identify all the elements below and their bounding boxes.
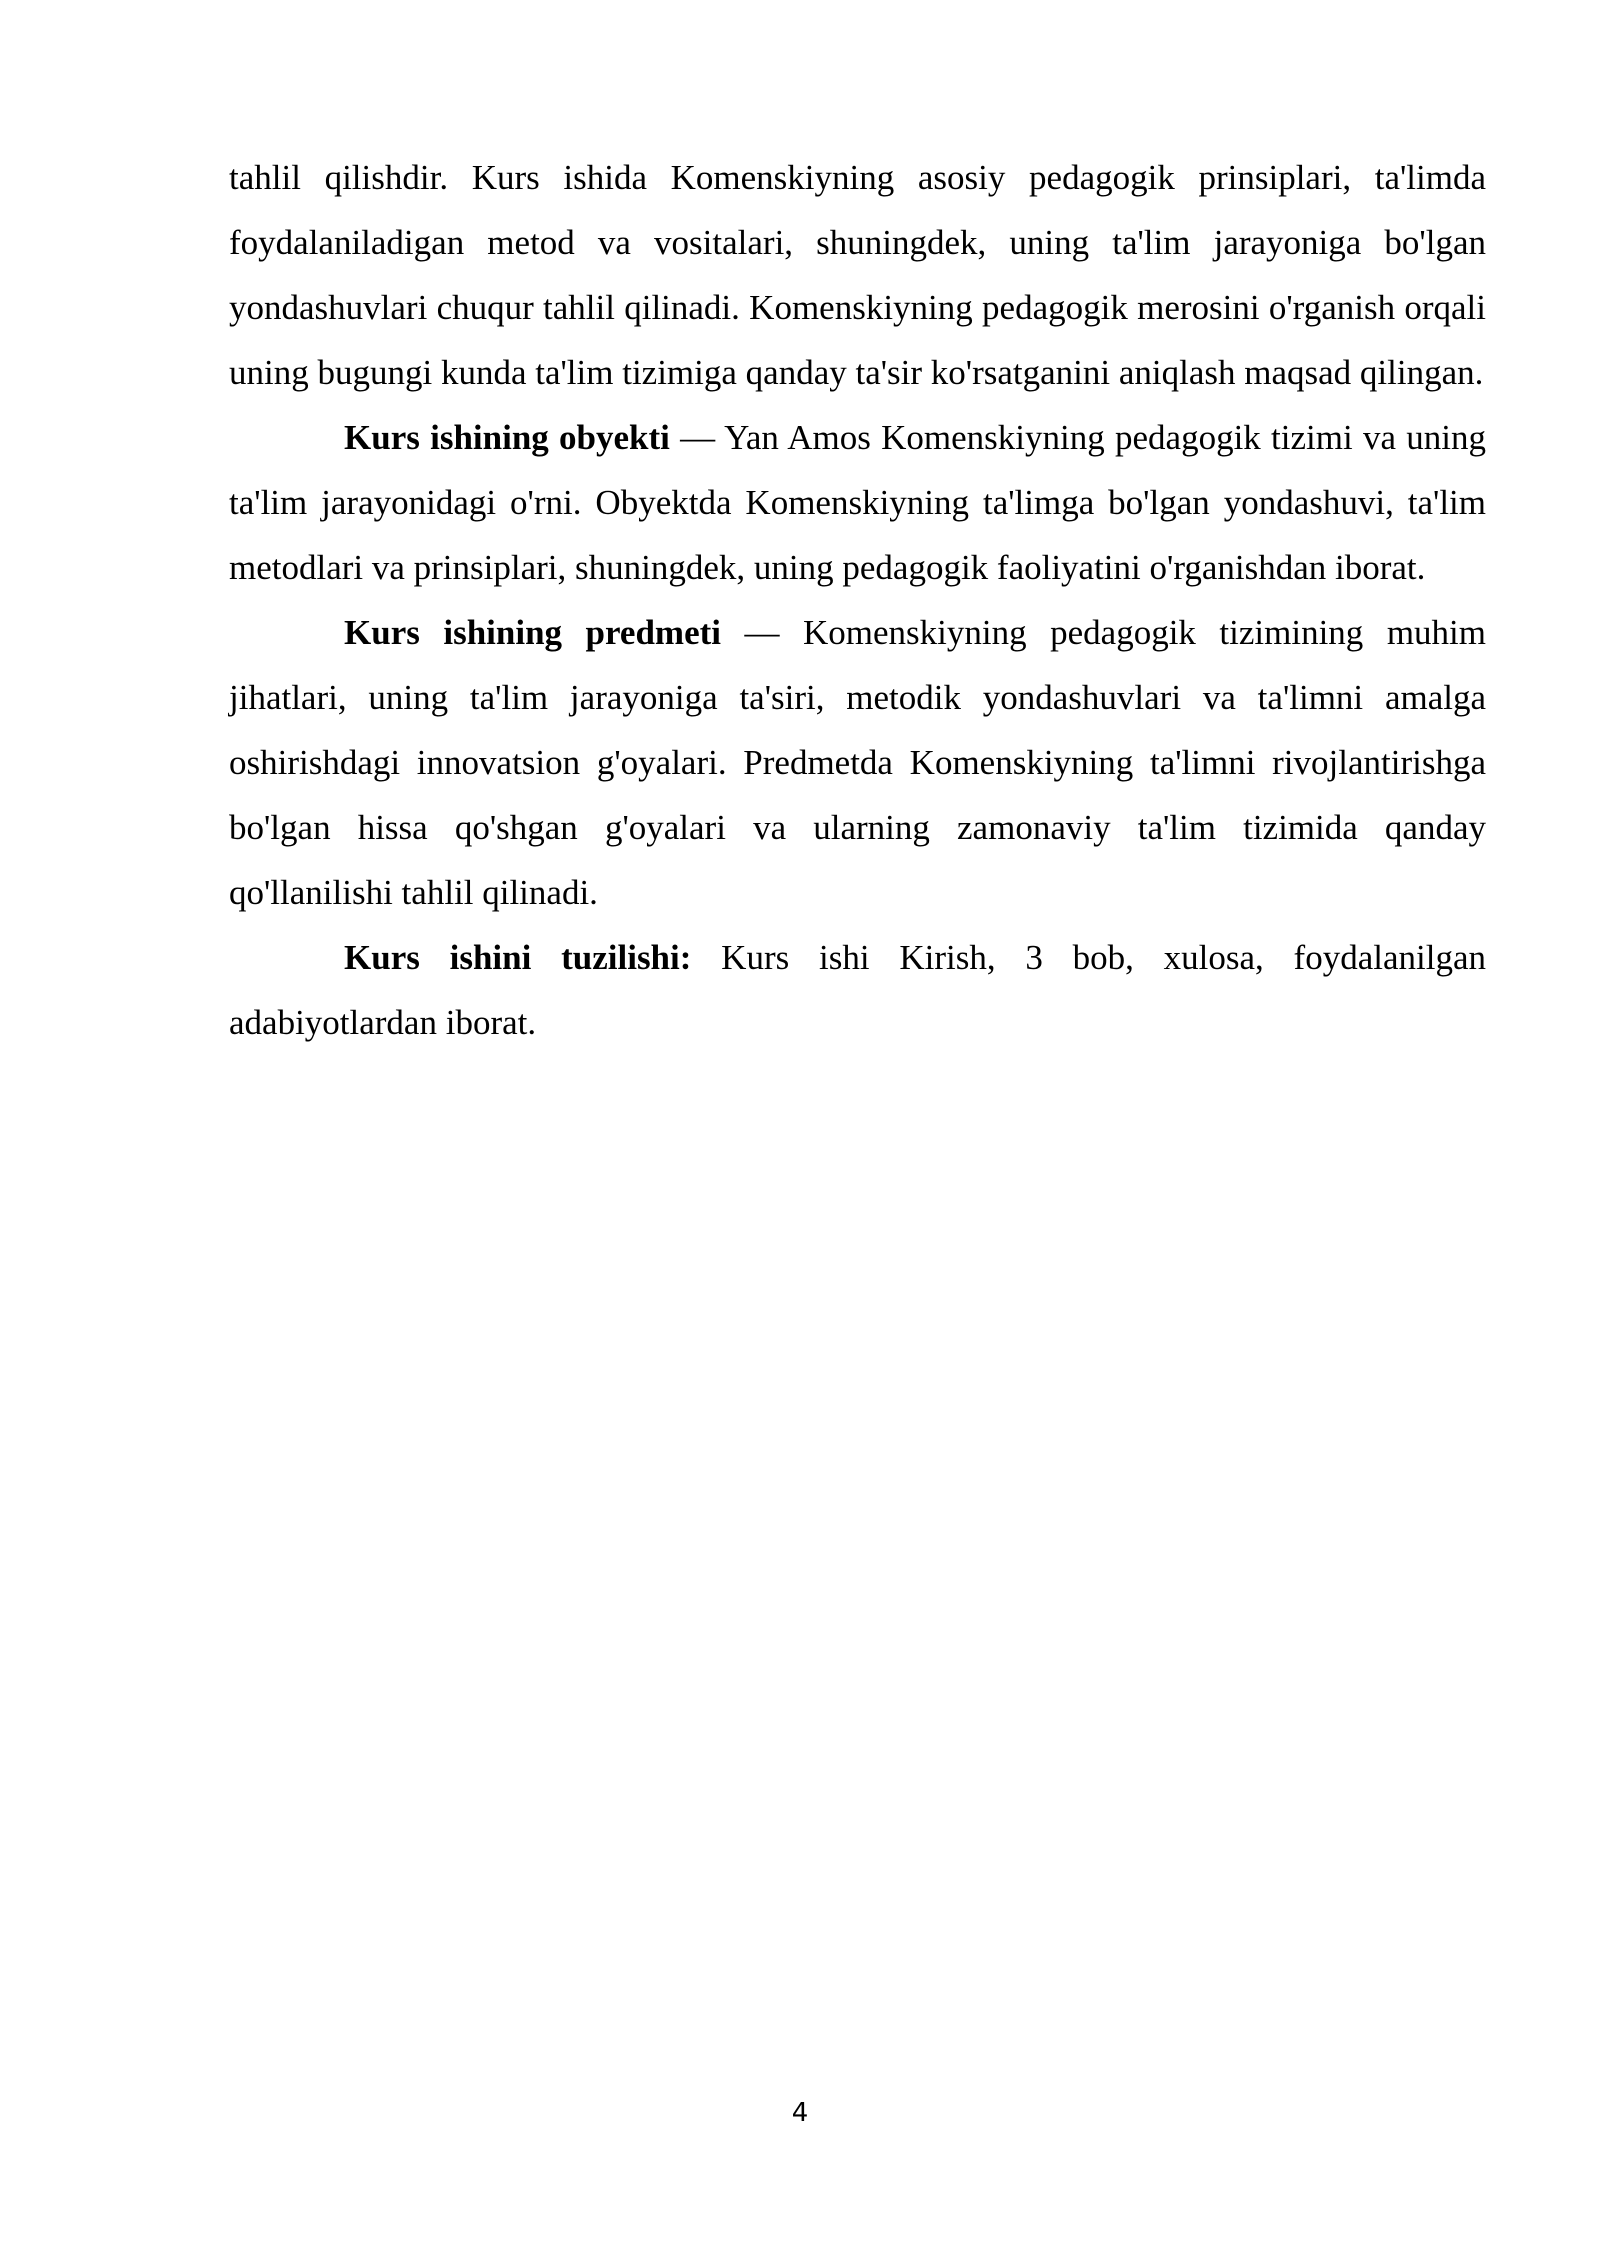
paragraph-text: — Yan Amos Komenskiyning pedagogik tizimi va uning ta'lim jarayonidagi o'rni. Obyektda Komenskiyning ta'limga bo'lgan yondashuvi, ta'lim metodlari va prinsiplari, shuningdek, uning pedagogik faoliyatini o'rganishdan iborat. <box>229 418 1486 587</box>
paragraph-text: Kurs ishi Kirish, 3 bob, xulosa, foydalanilgan adabiyotlardan iborat. <box>229 938 1486 1042</box>
paragraph-text: tahlil qilishdir. Kurs ishida Komenskiyning asosiy pedagogik prinsiplari, ta'limda foydalaniladigan metod va vositalari, shuningdek, uning ta'lim jarayoniga bo'lgan yondashuvlari chuqur tahlil qilinadi. Komenskiyning pedagogik merosini o'rganish orqali uning bugungi kunda ta'lim tizimiga qanday ta'sir ko'rsatganini aniqlash maqsad qilingan. <box>229 158 1486 392</box>
paragraph-lead-object: Kurs ishining obyekti <box>344 418 670 457</box>
paragraph-structure <box>229 925 1486 1055</box>
paragraph-intro-continuation <box>229 145 1486 405</box>
page-number: 4 <box>791 2098 809 2128</box>
body-text <box>229 145 1486 1055</box>
paragraph-text: — Komenskiyning pedagogik tizimining muhim jihatlari, uning ta'lim jarayoniga ta'siri, metodik yondashuvlari va ta'limni amalga oshirishdagi innovatsion g'oyalari. Predmetda Komenskiyning ta'limni rivojlantirishga bo'lgan hissa qo'shgan g'oyalari va ularning zamonaviy ta'lim tizimida qanday qo'llanilishi tahlil qilinadi. <box>229 613 1486 912</box>
paragraph-object <box>229 405 1486 600</box>
paragraph-lead-structure: Kurs ishini tuzilishi: <box>344 938 692 977</box>
paragraph-lead-subject: Kurs ishining predmeti <box>344 613 721 652</box>
paragraph-subject <box>229 600 1486 925</box>
